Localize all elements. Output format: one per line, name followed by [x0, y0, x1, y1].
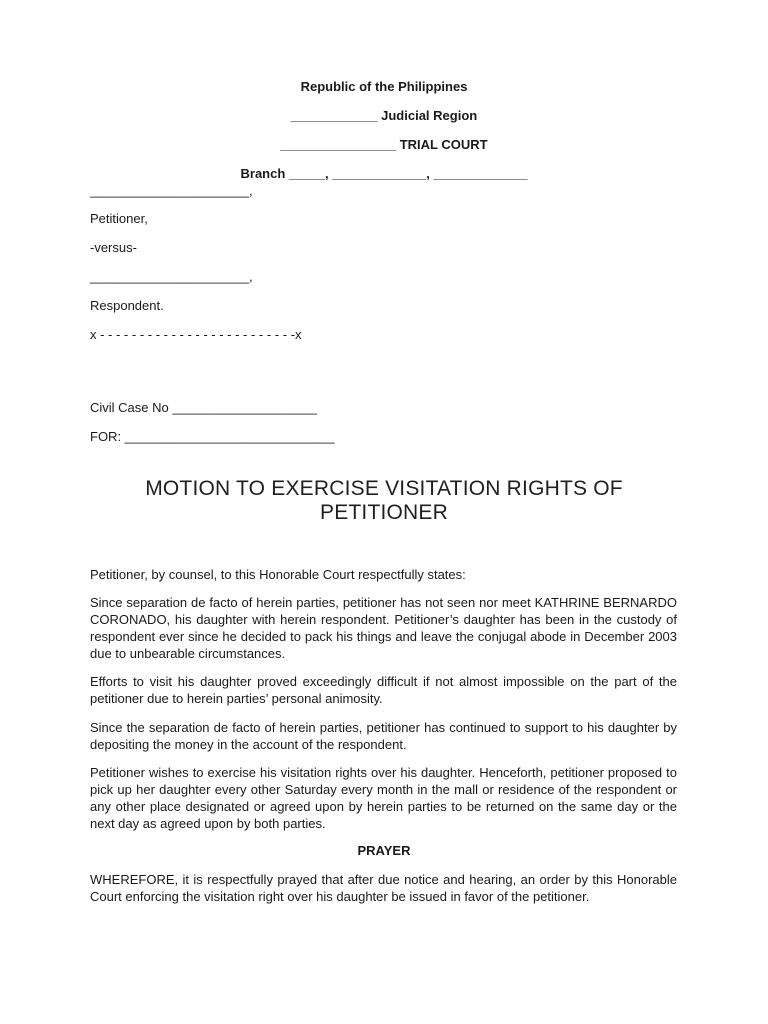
caption-separator: x - - - - - - - - - - - - - - - - - - - - - - - - -x — [90, 327, 302, 342]
versus-label: -versus- — [90, 240, 137, 255]
respondent-name-blank: ______________________, — [90, 269, 253, 284]
trial-court-heading: ________________ TRIAL COURT — [280, 137, 488, 152]
body-paragraph-3: Since the separation de facto of herein parties, petitioner has continued to support to his daughter by depositing the money in the account of the respondent. — [90, 720, 677, 752]
case-for-line: FOR: _____________________________ — [90, 429, 335, 444]
prayer-heading: PRAYER — [357, 843, 411, 858]
branch-heading: Branch _____, _____________, _____________ — [240, 166, 528, 181]
civil-case-number: Civil Case No ____________________ — [90, 400, 317, 415]
republic-heading: Republic of the Philippines — [300, 79, 468, 94]
body-paragraph-4: Petitioner wishes to exercise his visitation rights over his daughter. Henceforth, petitioner proposed to pick up her daughter every other Saturday every month in the mall or residence of the respondent or any other place designated or agreed upon by herein parties to be returned on the same day or the next day as agreed upon by both parties. — [90, 765, 677, 831]
petitioner-name-blank: ______________________, — [90, 183, 253, 198]
body-paragraph-2: Efforts to visit his daughter proved exceedingly difficult if not almost impossible on the part of the petitioner due to herein parties’ personal animosity. — [90, 674, 677, 706]
prayer-paragraph: WHEREFORE, it is respectfully prayed that after due notice and hearing, an order by this Honorable Court enforcing the visitation right over his daughter be issued in favor of the petitioner. — [90, 872, 677, 904]
judicial-region-heading: ____________ Judicial Region — [290, 108, 478, 123]
respondent-label: Respondent. — [90, 298, 164, 313]
body-paragraph-1: Since separation de facto of herein parties, petitioner has not seen nor meet KATHRINE BERNARDO CORONADO, his daughter with herein respondent. Petitioner’s daughter has been in the custody of respondent ever since he decided to pack his things and leave the conjugal abode in December 2003 due to unbearable circumstances. — [90, 595, 677, 661]
intro-paragraph: Petitioner, by counsel, to this Honorable Court respectfully states: — [90, 567, 466, 582]
document-title-line-1: MOTION TO EXERCISE VISITATION RIGHTS OF — [145, 477, 623, 500]
petitioner-label: Petitioner, — [90, 211, 148, 226]
document-title-line-2: PETITIONER — [319, 501, 448, 524]
